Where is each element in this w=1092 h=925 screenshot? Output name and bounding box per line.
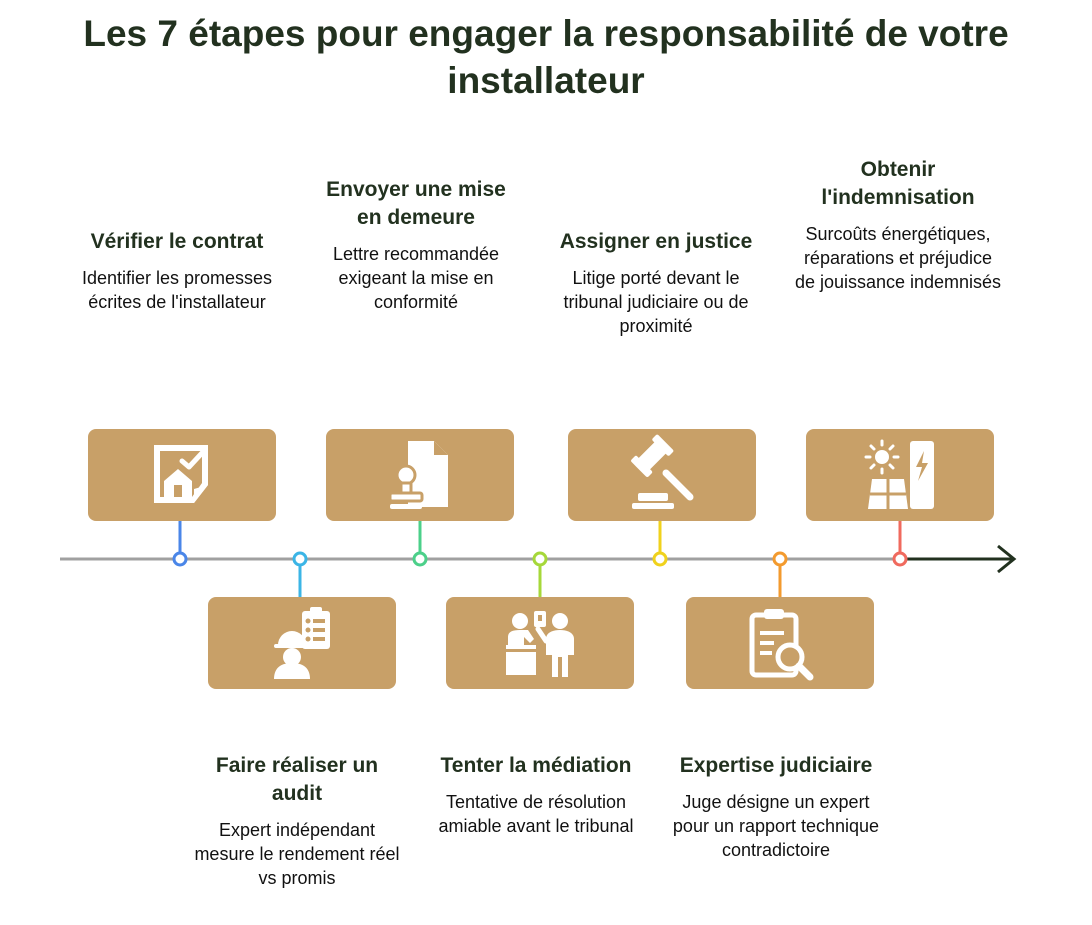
page-title: Les 7 étapes pour engager la responsabilité de votre installateur <box>83 13 1009 101</box>
step-4-title: Tenter la médiation <box>440 754 632 777</box>
document-stamp-icon <box>378 433 462 517</box>
step-3-marker <box>414 553 426 565</box>
step-2-card <box>208 597 396 689</box>
step-1-title: Vérifier le contrat <box>90 230 264 253</box>
step-7-title: Obtenir l'indemnisation <box>821 158 975 209</box>
step-3-text <box>311 176 521 314</box>
contract-house-icon <box>140 433 224 517</box>
step-5-text <box>551 228 761 338</box>
step-2-desc: Expert indépendant mesure le rendement réel vs promis <box>194 820 400 888</box>
step-6-marker <box>774 553 786 565</box>
clipboard-magnifier-icon <box>738 601 822 685</box>
step-2-title: Faire réaliser un audit <box>215 754 379 805</box>
step-5-card <box>568 429 756 521</box>
step-1-card <box>88 429 276 521</box>
step-7-text <box>793 156 1003 294</box>
step-7-card <box>806 429 994 521</box>
step-2-marker <box>294 553 306 565</box>
step-4-desc: Tentative de résolution amiable avant le tribunal <box>438 792 634 836</box>
step-3-desc: Lettre recommandée exigeant la mise en conformité <box>332 244 500 312</box>
step-6-card <box>686 597 874 689</box>
step-6-text <box>671 752 881 862</box>
step-7-marker <box>894 553 906 565</box>
step-1-text <box>72 228 282 314</box>
step-6-title: Expertise judiciaire <box>679 754 873 777</box>
solar-battery-icon <box>858 433 942 517</box>
step-5-marker <box>654 553 666 565</box>
worker-checklist-icon <box>260 601 344 685</box>
step-4-marker <box>534 553 546 565</box>
step-5-desc: Litige porté devant le tribunal judiciaire ou de proximité <box>563 268 749 336</box>
step-6-desc: Juge désigne un expert pour un rapport technique contradictoire <box>672 792 880 860</box>
step-1-marker <box>174 553 186 565</box>
step-1-desc: Identifier les promesses écrites de l'installateur <box>81 268 273 312</box>
step-5-title: Assigner en justice <box>559 230 753 253</box>
gavel-icon <box>620 433 704 517</box>
step-3-title: Envoyer une mise en demeure <box>326 178 506 229</box>
mediation-people-icon <box>498 601 582 685</box>
step-2-text <box>192 752 402 890</box>
step-7-desc: Surcoûts énergétiques, réparations et préjudice de jouissance indemnisés <box>794 224 1002 292</box>
step-4-card <box>446 597 634 689</box>
step-4-text <box>431 752 641 838</box>
step-3-card <box>326 429 514 521</box>
